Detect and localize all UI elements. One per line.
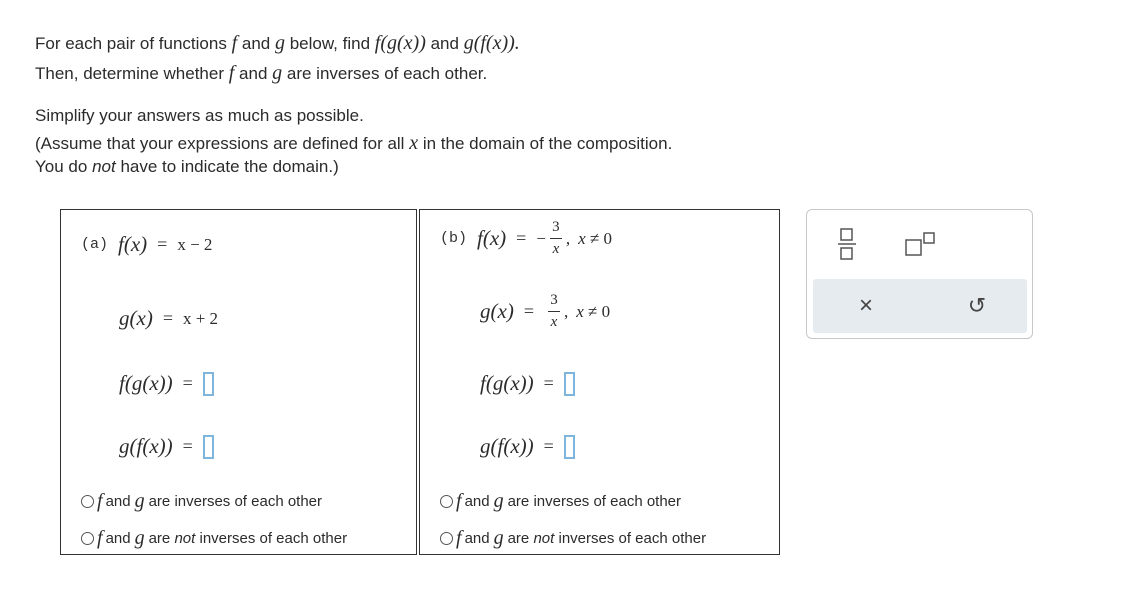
part-label: (b): [440, 230, 468, 247]
equals-sign: =: [543, 373, 554, 393]
fog-answer-input[interactable]: [564, 372, 575, 396]
math-toolbox: [806, 209, 1033, 339]
f-of-g-of-x: f(g(x)): [480, 371, 534, 395]
option-text: and: [464, 530, 490, 547]
g-var: g: [493, 527, 504, 549]
close-icon: ×: [858, 292, 873, 319]
x-var: x: [409, 132, 419, 154]
part-a-g-definition: [119, 306, 218, 331]
instruction-line-2: [35, 62, 487, 85]
equals-sign: =: [543, 436, 554, 456]
option-text: are inverses of each other: [148, 493, 323, 510]
comma: ,: [563, 301, 569, 321]
fog-answer-input[interactable]: [203, 372, 214, 396]
composition-fog: f(g(x)): [374, 32, 426, 54]
option-text: and: [105, 530, 131, 547]
instruction-text: in the domain of the composition.: [422, 134, 673, 153]
part-b-panel: [419, 209, 780, 555]
equals-sign: =: [157, 234, 168, 254]
fraction: [548, 293, 560, 330]
part-b-g-definition: [480, 293, 610, 330]
equals-sign: =: [523, 301, 534, 321]
instruction-text: Then, determine whether: [35, 64, 224, 83]
x-var: x: [576, 301, 584, 321]
fraction-bar: [548, 311, 560, 312]
part-b-f-definition: [440, 220, 612, 257]
instruction-assume: [35, 132, 672, 155]
equals-sign: =: [516, 228, 527, 248]
part-a-panel: [60, 209, 417, 555]
exponent-icon: [903, 230, 939, 258]
condition: [578, 229, 612, 249]
equals-sign: =: [162, 308, 173, 328]
option-text: and: [464, 493, 490, 510]
f-of-g-of-x: f(g(x)): [119, 371, 173, 395]
instruction-text: have to indicate the domain.): [120, 157, 339, 176]
equals-sign: =: [182, 436, 193, 456]
instruction-simplify: Simplify your answers as much as possible.: [35, 106, 364, 125]
f-var: f: [456, 490, 462, 512]
part-b-option-inverses[interactable]: [440, 490, 681, 513]
g-var: g: [272, 62, 283, 84]
fraction-bar: [550, 238, 562, 239]
option-text: are inverses of each other: [507, 493, 682, 510]
instruction-text: and: [430, 34, 459, 53]
condition: [576, 302, 610, 322]
option-text: and: [105, 493, 131, 510]
emphasis-not: not: [533, 530, 555, 547]
g-var: g: [493, 490, 504, 512]
exponent-button[interactable]: [901, 224, 941, 264]
g-of-x: g(x): [119, 306, 153, 330]
part-b-option-not-inverses[interactable]: [440, 527, 706, 550]
option-text: are: [148, 530, 171, 547]
radio-button[interactable]: [440, 495, 453, 508]
numerator: 3: [552, 219, 560, 235]
part-a-option-inverses[interactable]: [81, 490, 322, 513]
toolbox-action-row: [813, 279, 1027, 333]
g-expression: x + 2: [182, 308, 219, 328]
gof-answer-input[interactable]: [564, 435, 575, 459]
part-a-option-not-inverses[interactable]: [81, 527, 347, 550]
emphasis-not: not: [174, 530, 196, 547]
f-of-x: f(x): [477, 226, 507, 250]
radio-button[interactable]: [81, 532, 94, 545]
part-a-f-definition: [81, 232, 212, 257]
f-of-x: f(x): [118, 232, 148, 256]
instruction-text: and: [241, 34, 271, 53]
g-of-f-of-x: g(f(x)): [119, 434, 173, 458]
radio-button[interactable]: [81, 495, 94, 508]
f-var: f: [228, 62, 235, 84]
f-var: f: [97, 527, 103, 549]
instruction-line-1: [35, 32, 520, 55]
g-var: g: [134, 490, 145, 512]
instruction-text: are inverses of each other.: [286, 64, 488, 83]
condition-text: ≠ 0: [589, 228, 613, 248]
composition-gof: g(f(x)).: [463, 32, 520, 54]
f-var: f: [231, 32, 238, 54]
instruction-text: (Assume that your expressions are defined for all: [35, 134, 405, 153]
f-var: f: [456, 527, 462, 549]
numerator: 3: [550, 292, 558, 308]
option-text: inverses of each other: [199, 530, 348, 547]
x-var: x: [578, 228, 586, 248]
fraction-icon: [837, 227, 857, 261]
g-of-x: g(x): [480, 299, 514, 323]
option-text: are: [507, 530, 530, 547]
condition-text: ≠ 0: [588, 301, 611, 321]
part-a-fog-row: [119, 371, 214, 396]
instruction-text: and: [239, 64, 268, 83]
part-a-gof-row: [119, 434, 214, 459]
instruction-domain: [35, 157, 339, 177]
denominator: x: [550, 314, 558, 330]
clear-button[interactable]: [848, 289, 884, 323]
reset-button[interactable]: [959, 289, 995, 323]
minus-sign: −: [536, 228, 546, 248]
undo-icon: ↺: [967, 293, 987, 318]
f-var: f: [97, 490, 103, 512]
part-b-gof-row: [480, 434, 575, 459]
f-expression: x − 2: [177, 234, 213, 254]
g-of-f-of-x: g(f(x)): [480, 434, 534, 458]
fraction-button[interactable]: [831, 224, 863, 264]
instruction-text: You do: [35, 157, 88, 176]
emphasis-not: not: [92, 157, 116, 176]
fraction: [550, 220, 562, 257]
radio-button[interactable]: [440, 532, 453, 545]
part-label: (a): [81, 236, 109, 253]
gof-answer-input[interactable]: [203, 435, 214, 459]
comma: ,: [565, 228, 571, 248]
option-text: inverses of each other: [558, 530, 707, 547]
part-b-fog-row: [480, 371, 575, 396]
equals-sign: =: [182, 373, 193, 393]
instruction-text: For each pair of functions: [35, 34, 227, 53]
g-var: g: [134, 527, 145, 549]
instruction-text: below, find: [289, 34, 371, 53]
g-var: g: [274, 32, 285, 54]
denominator: x: [552, 241, 560, 257]
